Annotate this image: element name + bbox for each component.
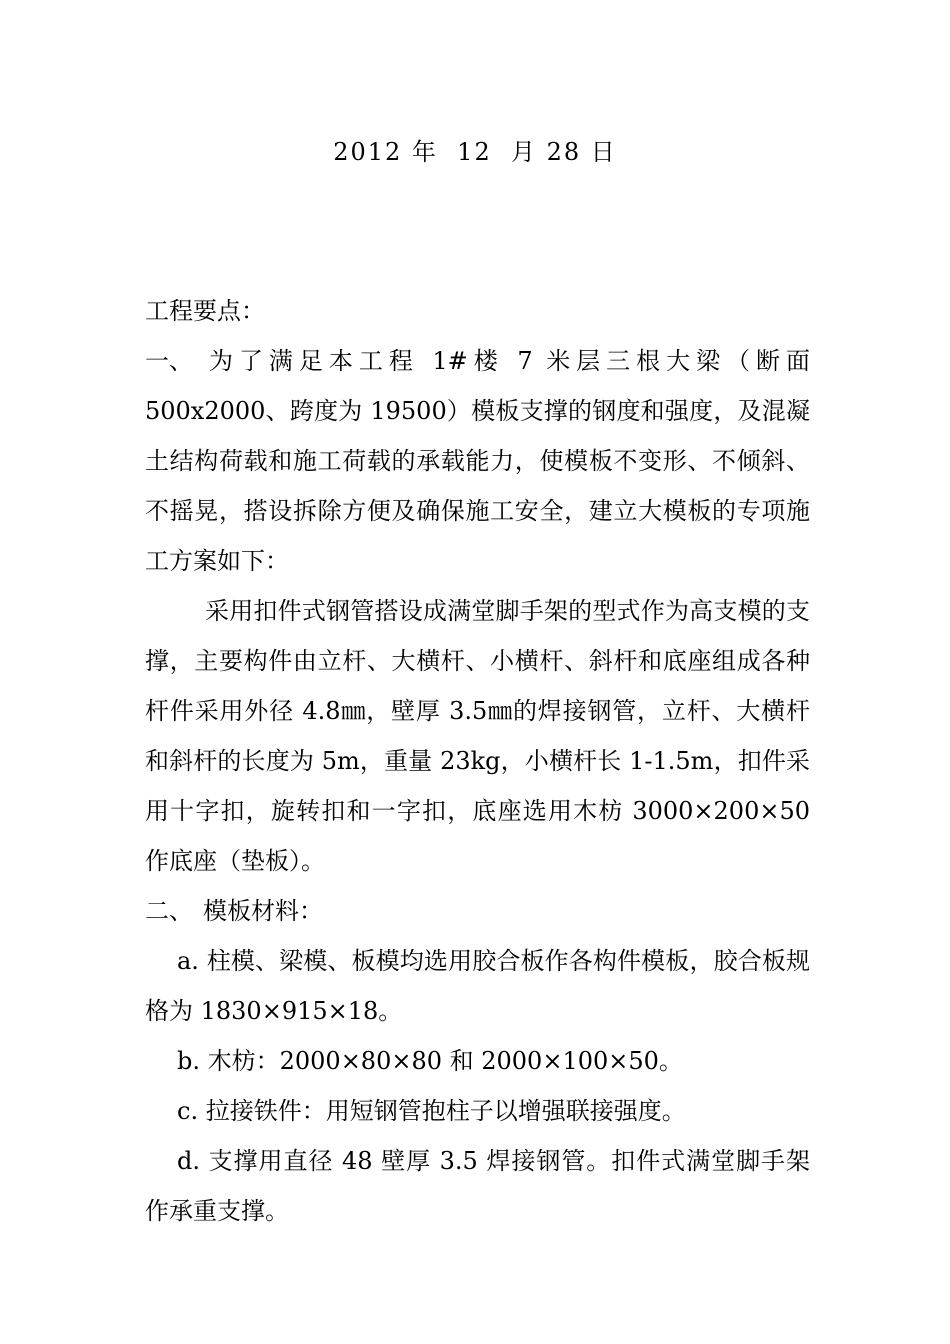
list-item-2-number: 二、 <box>145 897 193 925</box>
sub-item-a: a. 柱模、梁模、板模均选用胶合板作各构件模板，胶合板规格为 1830×915×18。 <box>145 947 810 1025</box>
document-body <box>145 286 810 1236</box>
document-date: 2012 年 12 月 28 日 <box>333 138 617 166</box>
list-item-2 <box>145 886 810 936</box>
sub-item-b: b. 木枋：2000×80×80 和 2000×100×50。 <box>177 1047 683 1075</box>
list-item-1 <box>145 336 810 586</box>
sub-item-c: c. 拉接铁件：用短钢管抱柱子以增强联接强度。 <box>177 1097 686 1125</box>
sub-item-d: d. 支撑用直径 48 壁厚 3.5 焊接钢管。扣件式满堂脚手架作承重支撑。 <box>145 1147 810 1225</box>
list-item-1-text: 为了满足本工程 1#楼 7 米层三根大梁（断面 500x2000、跨度为 19500）模板支撑的钢度和强度，及混凝土结构荷载和施工荷载的承载能力，使模板不变形、不倾斜、不摇晃，搭设拆除方便及确保施工安全，建立大模板的专项施工方案如下： <box>145 347 810 575</box>
paragraph-scaffold-description: 采用扣件式钢管搭设成满堂脚手架的型式作为高支模的支撑，主要构件由立杆、大横杆、小横杆、斜杆和底座组成各种杆件采用外径 4.8㎜，壁厚 3.5㎜的焊接钢管，立杆、大横杆和斜杆的长度为 5m，重量 23kg，小横杆长 1-1.5m，扣件采用十字扣，旋转扣和一字扣，底座选用木枋 3000×200×50 作底座（垫板）。 <box>145 597 810 875</box>
list-item-1-number: 一、 <box>145 347 193 375</box>
list-item-2-text: 模板材料： <box>203 897 323 925</box>
section-heading: 工程要点： <box>145 297 265 325</box>
